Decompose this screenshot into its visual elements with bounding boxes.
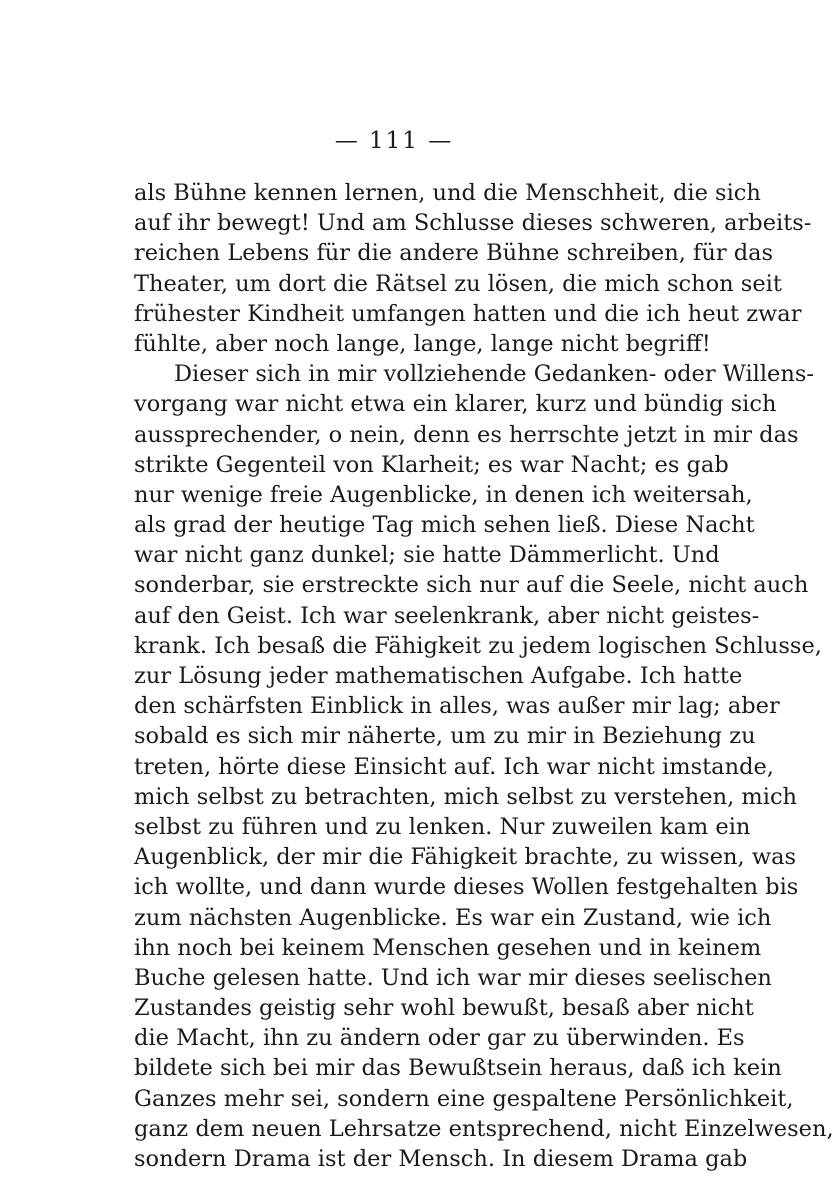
- text-line: strikte Gegenteil von Klarheit; es war Nacht; es gab: [134, 451, 729, 478]
- text-line: als grad der heutige Tag mich sehen ließ. Diese Nacht: [134, 512, 755, 539]
- text-line: die Macht, ihn zu ändern oder gar zu überwinden. Es: [134, 1025, 745, 1052]
- text-line: selbst zu führen und zu lenken. Nur zuweilen kam ein: [134, 813, 751, 840]
- text-line: bildete sich bei mir das Bewußtsein heraus, daß ich kein: [134, 1055, 782, 1082]
- text-line: war nicht ganz dunkel; sie hatte Dämmerlicht. Und: [134, 542, 720, 569]
- text-line: zum nächsten Augenblicke. Es war ein Zustand, wie ich: [134, 904, 772, 931]
- text-line: ihn noch bei keinem Menschen gesehen und in keinem: [134, 934, 762, 961]
- text-line: ganz dem neuen Lehrsatze entsprechend, nicht Einzelwesen,: [134, 1115, 834, 1142]
- text-line: nur wenige freie Augenblicke, in denen ich weitersah,: [134, 481, 753, 508]
- text-line: sondern Drama ist der Mensch. In diesem Drama gab: [134, 1146, 748, 1172]
- text-line: vorgang war nicht etwa ein klarer, kurz und bündig sich: [134, 391, 777, 418]
- text-line: Dieser sich in mir vollziehende Gedanken- oder Willens-: [174, 361, 815, 388]
- text-line: krank. Ich besaß die Fähigkeit zu jedem logischen Schlusse,: [134, 632, 822, 659]
- text-line: sonderbar, sie erstreckte sich nur auf die Seele, nicht auch: [134, 572, 809, 599]
- text-line: Augenblick, der mir die Fähigkeit brachte, zu wissen, was: [134, 844, 797, 871]
- text-line: Ganzes mehr sei, sondern eine gespaltene Persönlichkeit,: [134, 1085, 794, 1112]
- body-text: [134, 178, 834, 1174]
- text-line: aussprechender, o nein, denn es herrschte jetzt in mir das: [134, 421, 799, 448]
- text-line: Buche gelesen hatte. Und ich war mir dieses seelischen: [134, 964, 772, 991]
- text-line: treten, hörte diese Einsicht auf. Ich war nicht imstande,: [134, 753, 774, 780]
- text-line: frühester Kindheit umfangen hatten und die ich heut zwar: [134, 300, 802, 327]
- text-line: zur Lösung jeder mathematischen Aufgabe. Ich hatte: [134, 663, 743, 689]
- text-line: ich wollte, und dann wurde dieses Wollen festgehalten bis: [134, 874, 799, 901]
- text-line: fühlte, aber noch lange, lange, lange nicht begriff!: [134, 330, 711, 357]
- text-line: den schärfsten Einblick in alles, was außer mir lag; aber: [134, 693, 780, 720]
- text-line: reichen Lebens für die andere Bühne schreiben, für das: [134, 240, 774, 267]
- text-line: mich selbst zu betrachten, mich selbst zu verstehen, mich: [134, 783, 798, 810]
- text-line: als Bühne kennen lernen, und die Menschheit, die sich: [134, 180, 761, 206]
- page-number: — 111 —: [334, 128, 454, 154]
- text-line: Zustandes geistig sehr wohl bewußt, besaß aber nicht: [134, 995, 754, 1022]
- text-line: auf den Geist. Ich war seelenkrank, aber nicht geistes-: [134, 602, 760, 629]
- text-line: sobald es sich mir näherte, um zu mir in Beziehung zu: [134, 723, 756, 750]
- text-line: auf ihr bewegt! Und am Schlusse dieses schweren, arbeits-: [134, 210, 812, 237]
- text-line: Theater, um dort die Rätsel zu lösen, die mich schon seit: [134, 270, 782, 297]
